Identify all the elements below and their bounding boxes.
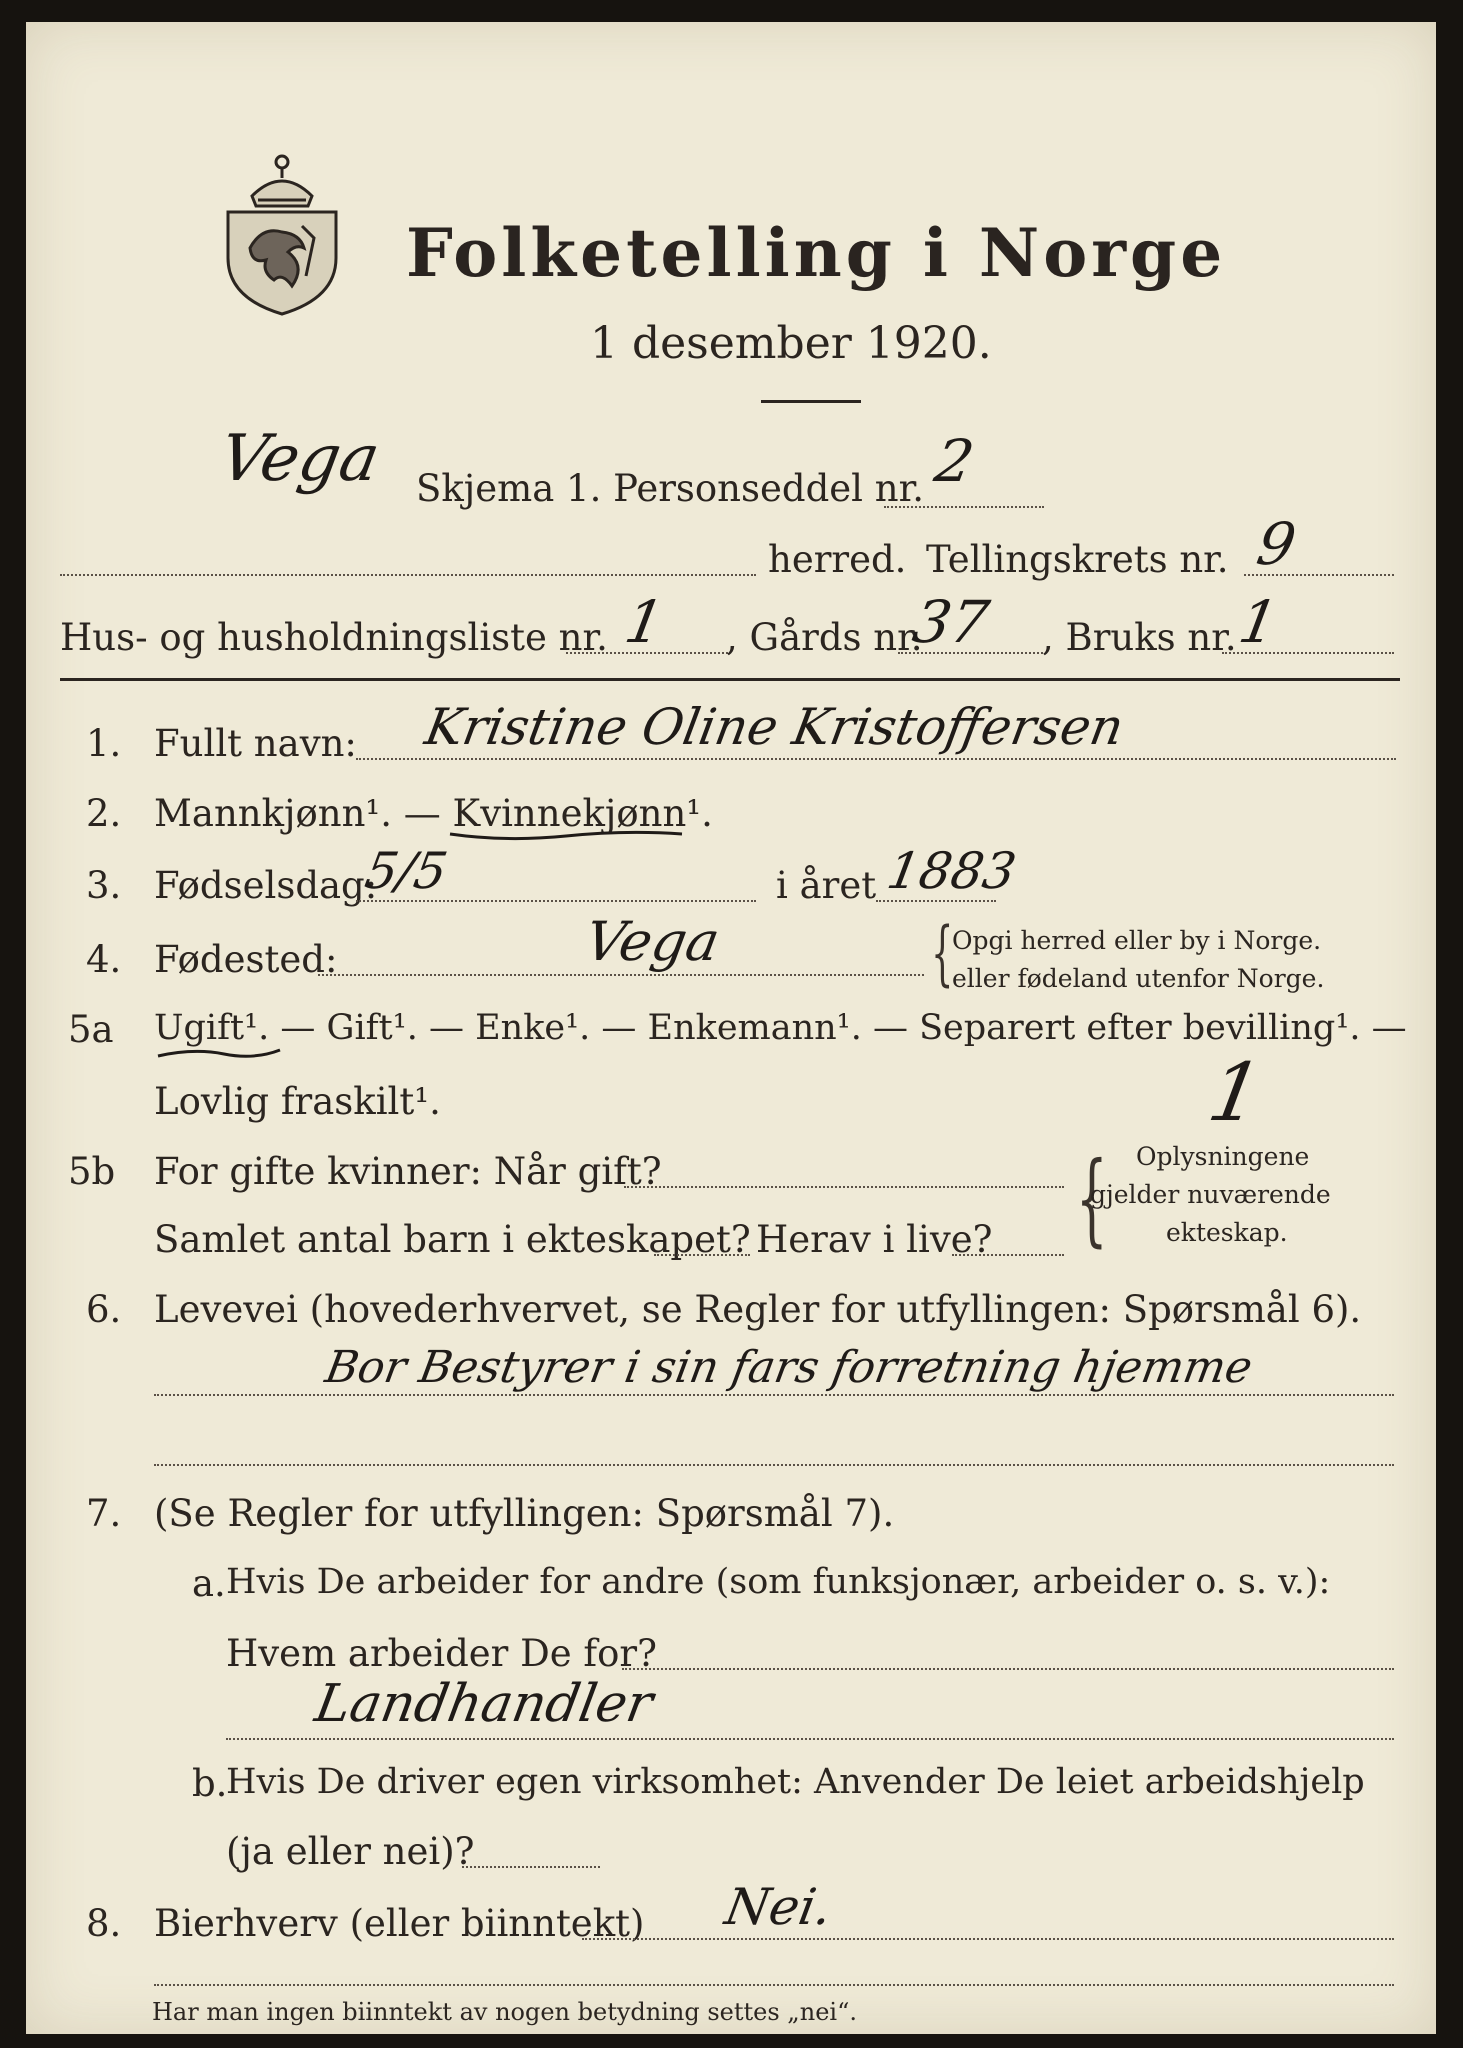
gards-label: , Gårds nr. (726, 616, 923, 659)
bruks-value: 1 (1234, 588, 1283, 656)
q5b-label2: Samlet antal barn i ekteskapet? (154, 1218, 751, 1261)
q3-year-dotted-line (876, 900, 996, 902)
q3-year-label: i året (776, 864, 877, 907)
q2-number: 2. (86, 792, 122, 835)
q4-note-line2: eller fødeland utenfor Norge. (952, 964, 1325, 993)
q8-label: Bierhverv (eller biinntekt) (154, 1902, 645, 1945)
hus-value: 1 (620, 588, 669, 656)
q6-dotted-line1 (154, 1394, 1394, 1396)
q5b-note-line1: Oplysningene (1136, 1142, 1310, 1171)
q2-label: Mannkjønn¹. — Kvinnekjønn¹. (154, 792, 713, 835)
bruks-label: , Bruks nr. (1042, 616, 1237, 659)
herred-dotted-line (60, 574, 756, 576)
q7a-line1: Hvis De arbeider for andre (som funksjonær, arbeider o. s. v.): (226, 1562, 1331, 1602)
q7b-line1: Hvis De driver egen virksomhet: Anvender De leiet arbeidshjelp (226, 1762, 1365, 1802)
herred-label: herred. (768, 538, 907, 581)
q6-dotted-line2 (154, 1464, 1394, 1466)
q5b-alive-dotted-line (952, 1254, 1064, 1256)
employer-value: Landhandler (310, 1674, 658, 1734)
q5b-brace: { (1075, 1140, 1108, 1257)
q7b-line2: (ja eller nei)? (226, 1830, 475, 1873)
skjema-dotted-line (884, 506, 1044, 508)
q4-note-line1: Opgi herred eller by i Norge. (952, 926, 1322, 955)
footer-note: Har man ingen biinntekt av nogen betydning settes „nei“. (152, 1998, 857, 2026)
q7a-letter: a. (192, 1562, 226, 1605)
q1-number: 1. (86, 722, 122, 765)
q1-dotted-line (356, 758, 1396, 760)
q8-dotted-line (582, 1938, 1394, 1940)
q4-number: 4. (86, 938, 122, 981)
form-title: Folketelling i Norge (406, 214, 1227, 292)
tellingskrets-label: Tellingskrets nr. (926, 538, 1229, 581)
side-income-value: Nei. (720, 1878, 837, 1936)
q4-brace: { (931, 912, 954, 994)
q5b-label1: For gifte kvinner: Når gift? (154, 1150, 662, 1193)
q5b-label3: Herav i live? (756, 1218, 993, 1261)
q7-number: 7. (86, 1492, 122, 1535)
q6-number: 6. (86, 1288, 122, 1331)
census-date: 1 desember 1920. (590, 318, 992, 369)
q5b-note-line2: gjelder nuværende (1090, 1180, 1331, 1209)
tellingskrets-value: 9 (1252, 510, 1301, 578)
q7a-line2: Hvem arbeider De for? (226, 1632, 657, 1675)
q7b-letter: b. (192, 1762, 228, 1805)
marital-status-mark: 1 (1201, 1046, 1270, 1139)
q5a-number: 5a (68, 1008, 114, 1051)
herred-value: Vega (214, 422, 385, 496)
personseddel-value: 2 (930, 427, 979, 495)
header-rule (60, 678, 1400, 681)
q3-number: 3. (86, 864, 122, 907)
q3-day-dotted-line (356, 900, 756, 902)
skjema-label: Skjema 1. Personseddel nr. (416, 467, 924, 510)
ugift-underline-mark (154, 1042, 284, 1064)
q5b-married-dotted-line (624, 1186, 1064, 1188)
q4-dotted-line (318, 974, 924, 976)
q4-label: Fødested: (154, 938, 338, 981)
norwegian-coat-of-arms-icon (222, 148, 342, 318)
q5a-line1: Ugift¹. — Gift¹. — Enke¹. — Enkemann¹. — Separert efter bevilling¹. — (154, 1008, 1407, 1048)
q5b-children-dotted-line (654, 1254, 750, 1256)
kvinnekjonn-underline-mark (446, 824, 686, 846)
q8-number: 8. (86, 1902, 122, 1945)
birth-day-value: 5/5 (360, 842, 452, 900)
full-name-value: Kristine Oline Kristoffersen (420, 698, 1128, 756)
title-divider (761, 400, 861, 403)
census-form-sheet (26, 22, 1436, 2034)
footer-dotted-line (154, 1984, 1394, 1986)
birth-year-value: 1883 (882, 842, 1021, 900)
q5a-line2: Lovlig fraskilt¹. (154, 1080, 441, 1123)
q7b-dotted-line (462, 1866, 600, 1868)
q6-label: Levevei (hovederhvervet, se Regler for utfyllingen: Spørsmål 6). (154, 1288, 1362, 1331)
q5b-note-line3: ekteskap. (1166, 1218, 1288, 1247)
birthplace-value: Vega (580, 910, 725, 973)
q7a-dotted-line1 (622, 1668, 1394, 1670)
q7-label: (Se Regler for utfyllingen: Spørsmål 7). (154, 1492, 895, 1535)
q1-label: Fullt navn: (154, 722, 357, 765)
hus-label: Hus- og husholdningsliste nr. (60, 616, 608, 659)
q5b-number: 5b (68, 1150, 116, 1193)
gards-value: 37 (908, 588, 994, 656)
q3-label: Fødselsdag: (154, 864, 378, 907)
q7a-dotted-line2 (226, 1738, 1394, 1740)
occupation-value: Bor Bestyrer i sin fars forretning hjemme (321, 1342, 1257, 1393)
